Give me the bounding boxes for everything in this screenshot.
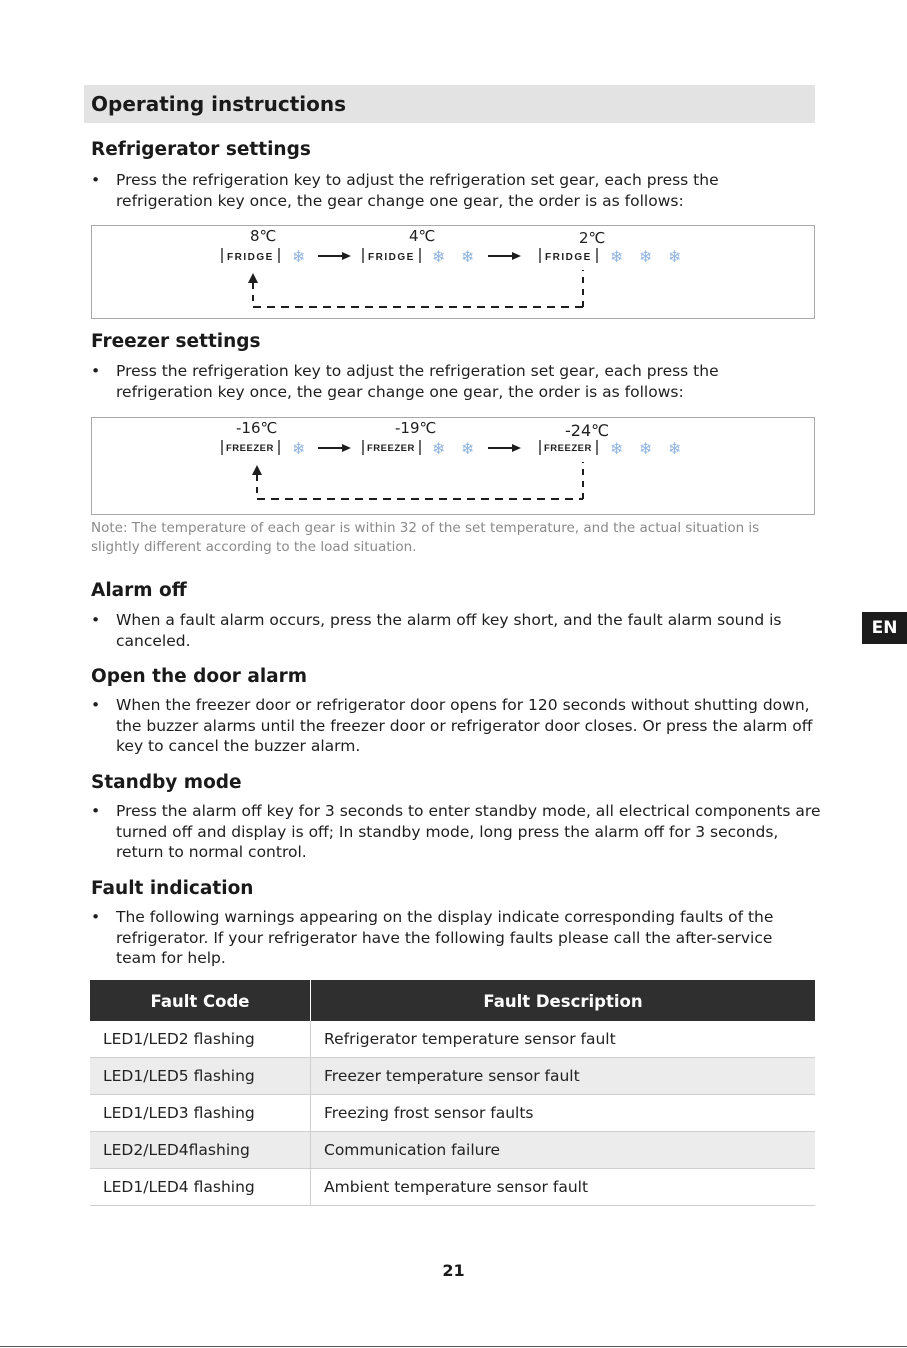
freezer-label-1: FREEZER: [226, 443, 274, 454]
arrow-up-icon: [248, 273, 258, 283]
table-row: [90, 1169, 815, 1206]
fridge-label-2: FRIDGE: [368, 252, 415, 263]
fault-code-cell: LED1/LED4 flashing: [90, 1169, 311, 1206]
freezer-gear-diagram: [91, 417, 815, 515]
fault-table: [90, 980, 815, 1206]
fridge-temp-2: 4℃: [409, 227, 436, 245]
fridge-temp-1: 8℃: [250, 227, 277, 245]
bullet-dot: •: [91, 908, 101, 926]
column-header-fault-description: Fault Description: [311, 981, 816, 1022]
table-row: [90, 1021, 815, 1058]
door-alarm-heading: Open the door alarm: [91, 666, 308, 687]
bullet-dot: •: [91, 802, 101, 820]
freezer-diagram-graphic: [92, 418, 816, 516]
fault-code-cell: LED2/LED4flashing: [90, 1132, 311, 1169]
snowflake-icon: ❄: [610, 439, 624, 458]
fridge-diagram-graphic: [92, 226, 816, 320]
snowflake-icon: ❄: [461, 439, 475, 458]
freezer-label-2: FREEZER: [367, 443, 415, 454]
bullet-dot: •: [91, 171, 101, 189]
alarm-off-bullet: [91, 610, 816, 651]
fault-bullet: [91, 907, 791, 969]
fridge-label-3: FRIDGE: [545, 252, 592, 263]
fault-description-cell: Freezer temperature sensor fault: [311, 1058, 816, 1095]
fridge-temp-3: 2℃: [579, 229, 606, 247]
freezer-temp-3: -24℃: [565, 421, 610, 440]
freezer-heading: Freezer settings: [91, 331, 261, 352]
temperature-note: Note: The temperature of each gear is within 32 of the set temperature, and the actual situation is slightly different according to the load situation.: [91, 520, 760, 555]
standby-heading: Standby mode: [91, 772, 242, 793]
snowflake-icon: ❄: [668, 439, 682, 458]
bottom-divider: [0, 1346, 907, 1347]
alarm-off-heading: Alarm off: [91, 580, 187, 601]
fault-code-cell: LED1/LED5 flashing: [90, 1058, 311, 1095]
fault-description-cell: Ambient temperature sensor fault: [311, 1169, 816, 1206]
snowflake-icon: ❄: [432, 247, 446, 266]
fridge-gear-diagram: [91, 225, 815, 319]
fault-description-cell: Refrigerator temperature sensor fault: [311, 1021, 816, 1058]
arrow-up-icon: [252, 465, 262, 475]
fault-description-cell: Communication failure: [311, 1132, 816, 1169]
snowflake-icon: ❄: [461, 247, 475, 266]
freezer-bullet-text: Press the refrigeration key to adjust the refrigeration set gear, each press the refrigeration key once, the gear change one gear, the order is as follows:: [116, 362, 719, 401]
refrigerator-bullet: [91, 170, 816, 211]
section-title-bar: [84, 85, 815, 123]
bullet-dot: •: [91, 611, 101, 629]
bullet-dot: •: [91, 362, 101, 380]
freezer-temp-1: -16℃: [236, 419, 278, 437]
snowflake-icon: ❄: [292, 247, 306, 266]
table-row: [90, 1058, 815, 1095]
fault-code-cell: LED1/LED3 flashing: [90, 1095, 311, 1132]
fridge-label-1: FRIDGE: [227, 252, 274, 263]
snowflake-icon: ❄: [668, 247, 682, 266]
fault-code-cell: LED1/LED2 flashing: [90, 1021, 311, 1058]
page-number: 21: [442, 1261, 465, 1280]
refrigerator-heading: Refrigerator settings: [91, 139, 311, 160]
freezer-bullet: [91, 361, 816, 402]
fault-heading: Fault indication: [91, 878, 254, 899]
snowflake-icon: ❄: [610, 247, 624, 266]
freezer-label-3: FREEZER: [544, 443, 592, 454]
alarm-off-bullet-text: When a fault alarm occurs, press the alarm off key short, and the fault alarm sound is canceled.: [116, 611, 782, 650]
language-tab-en: EN: [862, 612, 907, 644]
fault-description-cell: Freezing frost sensor faults: [311, 1095, 816, 1132]
standby-bullet-text: Press the alarm off key for 3 seconds to enter standby mode, all electrical components are turned off and display is off; In standby mode, long press the alarm off for 3 seconds, return to normal control.: [116, 802, 821, 861]
freezer-temp-2: -19℃: [395, 419, 437, 437]
fault-table-header: [90, 981, 815, 1022]
door-alarm-bullet: [91, 695, 816, 757]
snowflake-icon: ❄: [292, 439, 306, 458]
snowflake-icon: ❄: [639, 247, 653, 266]
column-header-fault-code: Fault Code: [90, 981, 311, 1022]
table-row: [90, 1095, 815, 1132]
table-row: [90, 1132, 815, 1169]
fault-bullet-text: The following warnings appearing on the display indicate corresponding faults of the refrigerator. If your refrigerator have the following faults please call the after-service team for help.: [116, 908, 774, 967]
standby-bullet: [91, 801, 821, 863]
refrigerator-bullet-text: Press the refrigeration key to adjust the refrigeration set gear, each press the refrigeration key once, the gear change one gear, the order is as follows:: [116, 171, 719, 210]
bullet-dot: •: [91, 696, 101, 714]
section-title: Operating instructions: [91, 92, 346, 116]
snowflake-icon: ❄: [432, 439, 446, 458]
snowflake-icon: ❄: [639, 439, 653, 458]
door-alarm-bullet-text: When the freezer door or refrigerator door opens for 120 seconds without shutting down, the buzzer alarms until the freezer door or refrigerator door closes. Or press the alarm off key to cancel the buzzer alarm.: [116, 696, 813, 755]
